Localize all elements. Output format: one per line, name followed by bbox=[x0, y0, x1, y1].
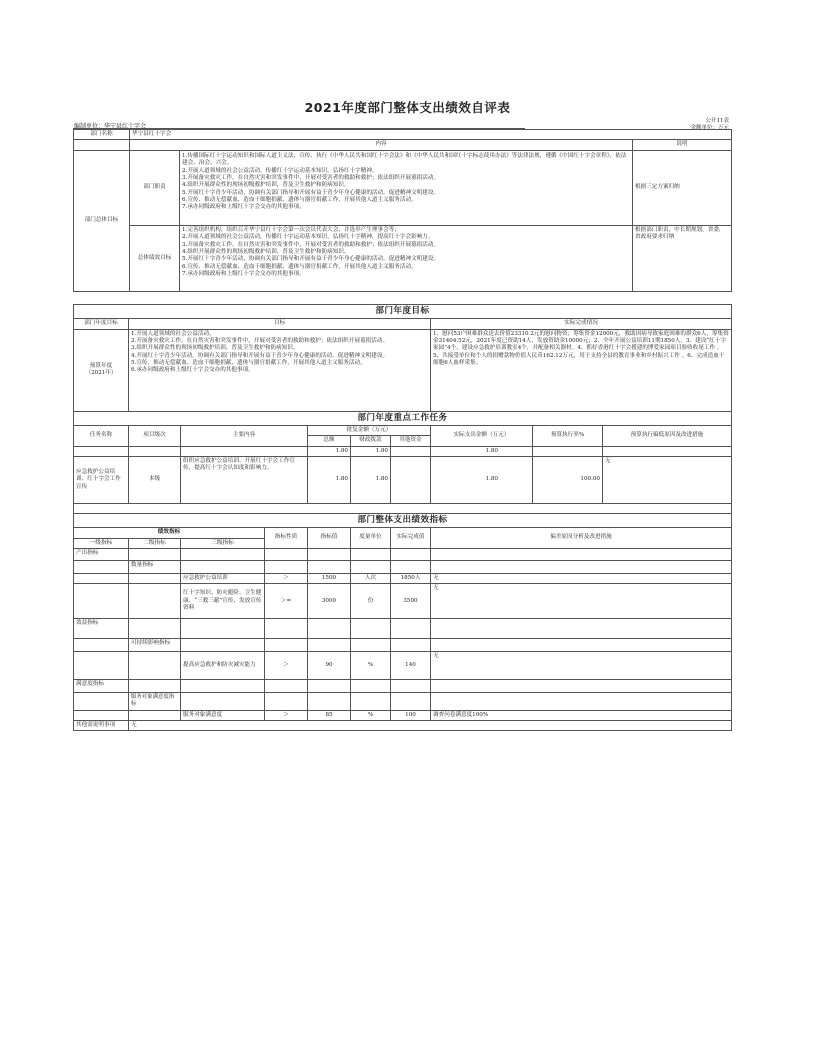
goal-item: 3.组织开展群众性的现场初级救护培训，普及卫生救护和防病知识。 bbox=[131, 345, 299, 352]
low-exec-reason-col: 预算执行偏低原因及改进措施 bbox=[603, 425, 732, 446]
task-actual: 1.80 bbox=[431, 456, 533, 503]
task-exec-rate: 100.00 bbox=[533, 456, 603, 503]
perf-goal-label: 总体绩效目标 bbox=[130, 225, 180, 291]
duty-item: 1.传播国际红十字运动知识和国际人道主义法，宣传、执行《中华人民共和国红十字会法》和《中华人民共和国红十字标志使用办法》等法律法规，遵循《中国红十字会章程》，依法建会、治会、兴会。 bbox=[182, 152, 627, 167]
form-number: 公开11表 bbox=[705, 118, 729, 124]
duty-item: 7.承办同级政府和上级红十字会交办的其他事项。 bbox=[182, 204, 305, 211]
indicator-r3-unit: % bbox=[351, 652, 391, 680]
duties-list bbox=[180, 150, 633, 225]
indicator-nature-col: 指标性质 bbox=[265, 528, 308, 549]
task-name: 应急救护公益培训、红十字会工作宣传 bbox=[74, 456, 129, 503]
indicator-r3-value: 90 bbox=[308, 652, 351, 680]
budget-year: 预算年度 （2021年） bbox=[74, 329, 129, 411]
indicator-r4-value: 85 bbox=[308, 710, 351, 720]
indicator-r1-value: 1500 bbox=[308, 573, 351, 583]
dept-name-label: 部门名称 bbox=[74, 130, 130, 140]
task-content: 组织应急救护公益培训、开展红十字会工作宣传，提高红十字会认知度和影响力。 bbox=[181, 456, 308, 503]
done-col: 实际完成情况 bbox=[431, 319, 732, 329]
actual-completion: 1、慰问53户困难群众送去价值23310.2元的慰问物资；筹集资金12000元，救助因病导致家庭困难的群众6人，筹集资金31404.52元，2021年度已资助14人，发放资助金10000元；2、全年开展公益培训11期1850人，3、建设“红十字家园”4个，建设应急救护培训教室4个，并配备相关器材。4、抓好香港红十字会援建的博爱家园项目验收收尾工作 。5、共接受单位和个人的捐赠款物价值人民币162.12万元，用于支持全县的教育事业和乡村振兴工作 。6、完成造血干细胞6人血样采集。 bbox=[431, 329, 732, 411]
indicator-r2-nature: ＞= bbox=[265, 584, 308, 619]
task-total: 1.80 bbox=[308, 456, 351, 503]
other-notes-value: 无 bbox=[129, 720, 732, 730]
indicator-r4-actual: 100 bbox=[391, 710, 431, 720]
actual-amount-col: 实际支出金额（万元） bbox=[431, 425, 533, 446]
perf-item: 2.开展人道领域的社会公益活动，传播红十字运动基本知识，弘扬红十字精神，提高红十字会影响力。 bbox=[182, 234, 434, 241]
duty-item: 4.组织开展群众性的现场初级救护培训，普及卫生救护和防病知识。 bbox=[182, 182, 350, 189]
task-name-col: 任务名称 bbox=[74, 425, 129, 446]
indicator-r2-actual: 3500 bbox=[391, 584, 431, 619]
indicator-r4-nature: ＞ bbox=[265, 710, 308, 720]
satisfaction-indicator: 满意度指标 bbox=[74, 680, 129, 693]
benefit-indicator: 效益指标 bbox=[74, 619, 129, 639]
perf-goal-note: 根据部门职责，中长期规划，省委，省政府要求归纳 bbox=[633, 225, 732, 291]
perf-item: 5.开展红十字青少年活动，协调有关部门指导和开展有益于青少年身心健康的活动，促进精神文明建设。 bbox=[182, 256, 440, 263]
content-header: 内容 bbox=[130, 140, 633, 150]
indicator-r4-analysis: 调查问卷满意度100% bbox=[431, 710, 732, 720]
sum-total: 1.80 bbox=[308, 446, 351, 456]
task-level: 本级 bbox=[129, 456, 181, 503]
total-col: 总额 bbox=[308, 436, 351, 446]
indicator-value-col: 指标值 bbox=[308, 528, 351, 549]
level1-col: 一级指标 bbox=[74, 538, 129, 548]
overall-goal-table bbox=[73, 129, 732, 292]
duties-label: 部门职责 bbox=[130, 150, 180, 225]
duty-item: 2.开展人道领域的社会公益活动，传播红十字运动基本知识，弘扬红十字精神。 bbox=[182, 167, 378, 174]
task-level-col: 项目级次 bbox=[129, 425, 181, 446]
perf-item: 7.承办同级政府和上级红十字会交办的其他事项。 bbox=[182, 271, 305, 277]
level3-col: 三级指标 bbox=[181, 538, 265, 548]
duty-item: 6.宣传、推动无偿献血、造血干细胞捐献、遗体与器官捐献工作，开展其他人道主义服务活动。 bbox=[182, 197, 417, 203]
duties-note: 根据三定方案归纳 bbox=[633, 150, 732, 225]
indicator-r1-analysis: 无 bbox=[431, 573, 732, 583]
actual-value-col: 实际完成值 bbox=[391, 528, 431, 549]
annual-goal-col: 部门年度目标 bbox=[74, 319, 129, 329]
goal-item: 6.承办同级政府和上级红十字会交办的其他事项。 bbox=[131, 367, 254, 374]
perf-indicator-col: 绩效指标 bbox=[74, 528, 265, 538]
exec-rate-col: 预算执行率% bbox=[533, 425, 603, 446]
perf-goal-list bbox=[180, 225, 633, 291]
quantity-indicator: 数量指标 bbox=[129, 560, 181, 573]
indicator-r4-unit: % bbox=[351, 710, 391, 720]
performance-table bbox=[73, 304, 732, 731]
indicator-r3-analysis: 无 bbox=[431, 652, 732, 680]
sustainability-indicator: 可持续影响指标 bbox=[129, 639, 181, 652]
measure-unit-col: 度量单位 bbox=[351, 528, 391, 549]
sum-actual: 1.80 bbox=[431, 446, 533, 456]
dept-name-value: 华宁县红十字会 bbox=[130, 130, 732, 140]
approved-amount-col: 批复金额（万元） bbox=[308, 425, 431, 435]
fiscal-col: 财政拨款 bbox=[351, 436, 391, 446]
money-unit: 金额单位：万元 bbox=[690, 125, 729, 131]
overall-goal-label: 部门总体目标 bbox=[74, 150, 130, 291]
indicator-r1-unit: 人次 bbox=[351, 573, 391, 583]
annual-goal-list bbox=[129, 329, 431, 411]
task-reason: 无 bbox=[603, 456, 732, 503]
perf-item: 1.完善组织机构，组织召开华宁县红十字会第一次会员代表大会，并选举产生理事会等； bbox=[182, 226, 400, 233]
output-indicator: 产出指标 bbox=[74, 548, 129, 560]
goal-item: 4.开展红十字青少年活动，协调有关部门指导和开展有益于青少年身心健康的活动，促进精神文明建设。 bbox=[131, 352, 389, 359]
perf-item: 6.宣传、推动无偿献血、造血干细胞捐献、遗体与器官捐献工作，开展其他人道主义服务活动。 bbox=[182, 263, 417, 270]
indicator-r2-name: 红十字知识、防灾避险、卫生健康、“三救三献”宣传，发放宣传资料 bbox=[181, 584, 265, 619]
annual-goal-heading: 部门年度目标 bbox=[74, 305, 732, 319]
indicator-r1-name: 应急救护公益培训 bbox=[181, 573, 265, 583]
perf-item: 3.开展备灾救灾工作，在自然灾害和突发事件中，开展对受害者的救助和救护；依法组织开展募捐活动。 bbox=[182, 241, 440, 248]
duty-item: 3.开展备灾救灾工作，在自然灾害和突发事件中，开展对受害者的救助和救护；依法组织开展募捐活动。 bbox=[182, 174, 440, 181]
other-funds-col: 其他资金 bbox=[391, 436, 431, 446]
task-content-col: 主要内容 bbox=[181, 425, 308, 446]
level2-col: 二级指标 bbox=[129, 538, 181, 548]
note-header: 说明 bbox=[633, 140, 732, 150]
indicator-r2-analysis: 无 bbox=[431, 584, 732, 619]
indicator-r3-name: 提高应急救护和防灾减灾能力 bbox=[181, 652, 265, 680]
sum-fiscal: 1.80 bbox=[351, 446, 391, 456]
goal-item: 2.开展备灾救灾工作，在自然灾害和突发事件中，开展对受害者的救助和救护；依法组织开展募捐活动。 bbox=[131, 337, 389, 344]
deviation-analysis-col: 偏差原因分析及改进措施 bbox=[431, 528, 732, 549]
indicator-r3-actual: 140 bbox=[391, 652, 431, 680]
goal-item: 1.开展人道领域的社会公益活动。 bbox=[131, 330, 215, 337]
perf-indicator-heading: 部门整体支出绩效指标 bbox=[74, 513, 732, 527]
indicator-r2-value: 3000 bbox=[308, 584, 351, 619]
indicator-r1-nature: ＞ bbox=[265, 573, 308, 583]
other-notes-label: 其他需说明事项 bbox=[74, 720, 129, 730]
indicator-r3-nature: ＞ bbox=[265, 652, 308, 680]
compiling-unit: 编制单位：华宁县红十字会 bbox=[74, 123, 147, 130]
indicator-r2-unit: 份 bbox=[351, 584, 391, 619]
perf-item: 4.组织开展群众性的现场初级救护培训，普及卫生救护和防病知识。 bbox=[182, 248, 350, 255]
service-satisfaction-indicator: 服务对象满意度指标 bbox=[129, 693, 181, 710]
goal-item: 5.宣传、推动无偿献血、造血干细胞捐献、遗体与器官捐献工作，开展其他人道主义服务活动。 bbox=[131, 360, 366, 367]
goal-col: 目标 bbox=[129, 319, 431, 329]
indicator-r1-actual: 1850人 bbox=[391, 573, 431, 583]
key-task-heading: 部门年度重点工作任务 bbox=[74, 411, 732, 425]
page-title: 2021年度部门整体支出绩效自评表 bbox=[304, 100, 511, 115]
duty-item: 5.开展红十字青少年活动，协调有关部门指导和开展有益于青少年身心健康的活动，促进精神文明建设。 bbox=[182, 189, 440, 196]
indicator-r4-name: 服务对象满意度 bbox=[181, 710, 265, 720]
task-fiscal: 1.80 bbox=[351, 456, 391, 503]
